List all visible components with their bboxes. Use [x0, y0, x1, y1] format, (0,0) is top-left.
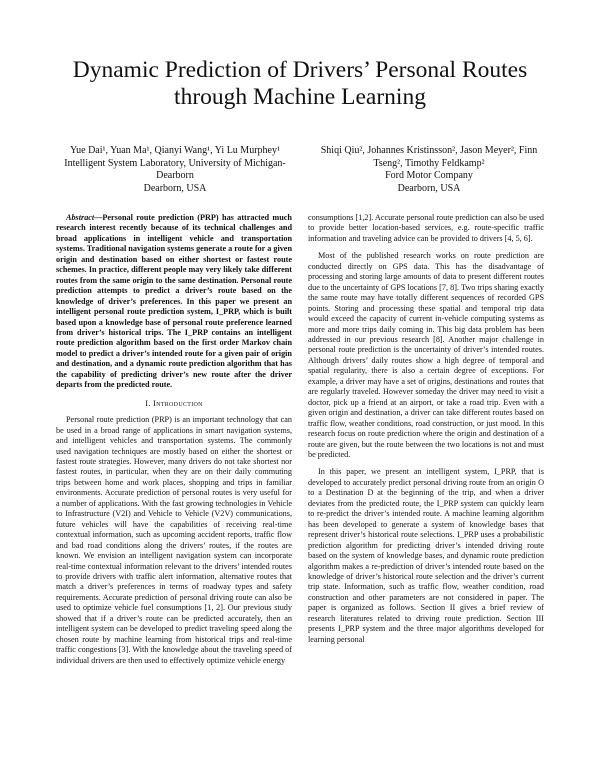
- author-block-left: [50, 145, 300, 195]
- author-location: Dearborn, USA: [397, 182, 461, 194]
- section-heading-introduction: I. Introduction: [145, 398, 203, 408]
- paper-title-line-1: Dynamic Prediction of Drivers’ Personal Routes: [72, 57, 528, 83]
- body-paragraph: In this paper, we present an intelligent system, I_PRP, that is developed to accurately predict personal driving route from an origin O to a Destination D at the beginning of the trip, and when a driver deviates from the predicted route, the I_PRP system can quickly learn to re-predict the driver’s intended route. A machine learning algorithm has been developed to generate a system of knowledge bases that represent driver’s historical route selections. I_PRP uses a probabilistic prediction algorithm for predicting driver’s intended driving route based on the system of knowledge bases, and dynamic route prediction algorithm makes a re-prediction of driver’s intended route based on the knowledge of driver’s historical route selection and the driver’s current trip state. Information, such as traffic flow, weather condition, road construction and other parameters are not considered in paper. The paper is organized as follows. Section II gives a brief review of research literatures related to driving route prediction. Section III presents I_PRP system and the three major algorithms developed for learning personal: [308, 467, 544, 644]
- abstract: [56, 213, 292, 391]
- author-names-cont: Tseng², Timothy Feldkamp²: [373, 157, 485, 169]
- abstract-text: —Personal route prediction (PRP) has attracted much research interest recently because of its technical challenges and broad applications in intelligent vehicle and transportation systems. Traditional navigation systems generate a route for a given origin and destination based on either shortest or fastest route schemes. In practice, different people may very likely take different routes from the same origin to the same destination. Personal route prediction attempts to predict a driver’s route based on the knowledge of driver’s preferences. In this paper we present an intelligent personal route prediction system, I_PRP, which is built based upon a knowledge base of personal route preference learned from driver’s historical trips. The I_PRP contains an intelligent route prediction algorithm based on the first order Markov chain model to predict a driver’s intended route for a given pair of origin and destination, and a dynamic route prediction algorithm that has the capability of predicting driver’s new route after the driver departs from the predicted route.: [56, 213, 292, 390]
- author-affiliation: Intelligent System Laboratory, University of Michigan-: [64, 157, 286, 169]
- intro-paragraph: Personal route prediction (PRP) is an important technology that can be used in a broad range of applications in smart navigation systems, and intelligent vehicles and transportation systems. The commonly used navigation techniques are mostly based on either the shortest or fastest route strategies. However, many drivers do not take shortest nor fastest routes, in particular, when they are on their daily commuting trips between home and work places, shopping and trips in familiar environments. Accurate prediction of personal routes is very useful for a number of applications. With the fast growing technologies in Vehicle to Infrastructure (V2I) and Vehicle to Vehicle (V2V) communications, future vehicles will have the capabilities of receiving real-time contextual information, such as upcoming accident reports, traffic flow and bad road conditions along the drivers’ routes, if the routes are known. We envision an intelligent navigation system can incorporate real-time contextual information relevant to the drivers’ intended routes to provide drivers with traffic alert information, alternative routes that match a driver’s preferences in terms of roadway types and safety requirements. Accurate prediction of personal driving route can also be used to optimize vehicle fuel consumptions [1, 2]. Our previous study showed that if a driver’s route can be predicted accurately, then an intelligent system can be developed to predict traveling speed along the chosen route by machine learning from historical trips and real-time traffic congestions [3]. With the knowledge about the traveling speed of individual drivers are then used to effectively optimize vehicle energy: [56, 415, 292, 665]
- paper-title: [40, 57, 560, 111]
- left-column: [56, 213, 292, 666]
- author-affiliation: Ford Motor Company: [385, 170, 473, 181]
- author-block-right: [300, 145, 558, 195]
- author-location: Dearborn, USA: [143, 182, 207, 194]
- author-names: Shiqi Qiu², Johannes Kristinsson², Jason Meyer², Finn: [320, 145, 538, 156]
- body-paragraph: Most of the published research works on route prediction are conducted directly on GPS data. This has the disadvantage of processing and storing large amounts of data to present different routes due to the uncertainty of GPS locations [7, 8]. Two trips sharing exactly the same route may have totally different sequences of recorded GPS points. Storing and processing these spatial and temporal trip data would exceed the capacity of current in-vehicle computing systems as more and more trips daily coming in. This big data problem has been addressed in our previous research [8]. Another major challenge in personal route prediction is the uncertainty of driver’s intended routes. Although drivers’ daily routes show a high degree of temporal and spatial regularity, there is also a certain degree of exceptions. For example, a driver may have a set of origins, destinations and routes that are regularly traveled. However someday the driver may need to visit a doctor, pick up a friend at an airport, or take a road trip. Even with a given origin and destination, a driver can take different routes based on traffic flow, weather conditions, road construction, or just mood. In this research focus on route prediction where the origin and destination of a route are given, but the route between the two locations is not and must be predicted.: [308, 251, 544, 459]
- author-affiliation-cont: Dearborn: [156, 170, 194, 181]
- abstract-label: Abstract: [66, 213, 95, 222]
- author-names: Yue Dai¹, Yuan Ma¹, Qianyi Wang¹, Yi Lu Murphey¹: [70, 145, 280, 156]
- paper-title-line-2: through Machine Learning: [174, 84, 426, 110]
- body-paragraph: consumptions [1,2]. Accurate personal route prediction can also be used to provide better location-based services, e.g. route-specific traffic information and traveling advice can be provided to drivers [4, 5, 6].: [308, 213, 544, 243]
- right-column: [308, 213, 544, 645]
